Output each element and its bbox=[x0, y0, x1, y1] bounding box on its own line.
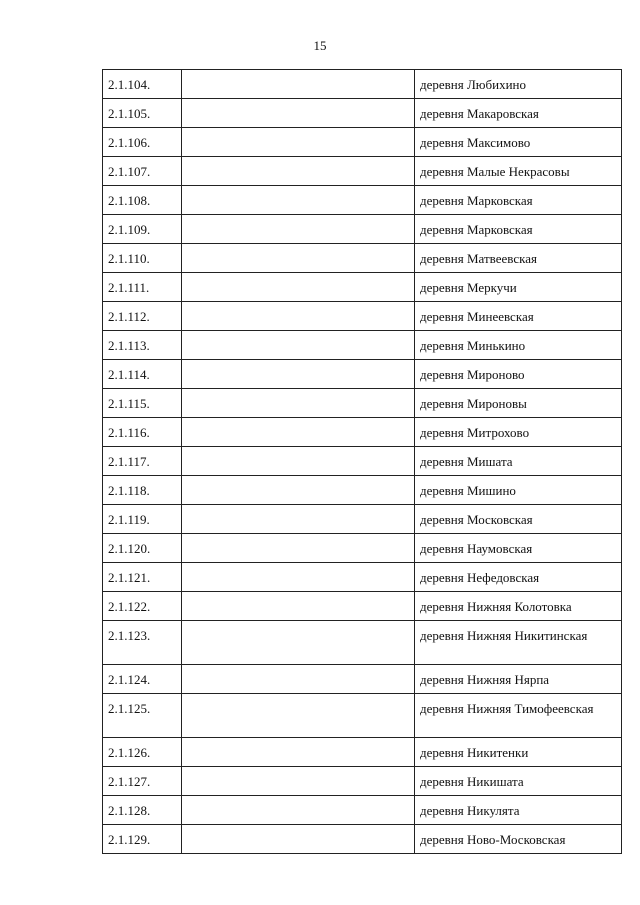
row-settlement-name-cell: деревня Марковская bbox=[415, 215, 622, 244]
row-settlement-name-cell: деревня Никулята bbox=[415, 796, 622, 825]
row-settlement-name-cell: деревня Макаровская bbox=[415, 99, 622, 128]
row-empty-cell bbox=[182, 302, 415, 331]
table-row bbox=[103, 621, 622, 665]
row-settlement-name-cell: деревня Никишата bbox=[415, 767, 622, 796]
table-row bbox=[103, 302, 622, 331]
table-row bbox=[103, 563, 622, 592]
table-row bbox=[103, 505, 622, 534]
row-settlement-name-cell: деревня Малые Некрасовы bbox=[415, 157, 622, 186]
row-code-cell: 2.1.111. bbox=[103, 273, 182, 302]
row-empty-cell bbox=[182, 767, 415, 796]
table-row bbox=[103, 418, 622, 447]
table-row bbox=[103, 447, 622, 476]
row-empty-cell bbox=[182, 505, 415, 534]
row-empty-cell bbox=[182, 418, 415, 447]
row-code-cell: 2.1.125. bbox=[103, 694, 182, 738]
page-number: 15 bbox=[313, 38, 327, 53]
row-code-cell: 2.1.126. bbox=[103, 738, 182, 767]
table-row bbox=[103, 157, 622, 186]
table-row bbox=[103, 99, 622, 128]
row-code-cell: 2.1.108. bbox=[103, 186, 182, 215]
table-row bbox=[103, 534, 622, 563]
row-code-cell: 2.1.122. bbox=[103, 592, 182, 621]
row-settlement-name-cell: деревня Мироновы bbox=[415, 389, 622, 418]
row-settlement-name-cell: деревня Мироново bbox=[415, 360, 622, 389]
row-settlement-name-cell: деревня Мишата bbox=[415, 447, 622, 476]
row-settlement-name-cell: деревня Минеевская bbox=[415, 302, 622, 331]
row-code-cell: 2.1.128. bbox=[103, 796, 182, 825]
row-settlement-name-cell: деревня Наумовская bbox=[415, 534, 622, 563]
row-empty-cell bbox=[182, 694, 415, 738]
row-code-cell: 2.1.127. bbox=[103, 767, 182, 796]
row-empty-cell bbox=[182, 360, 415, 389]
row-settlement-name-cell: деревня Ново-Московская bbox=[415, 825, 622, 854]
table-row bbox=[103, 694, 622, 738]
row-empty-cell bbox=[182, 534, 415, 563]
row-code-cell: 2.1.115. bbox=[103, 389, 182, 418]
table-row bbox=[103, 389, 622, 418]
row-code-cell: 2.1.124. bbox=[103, 665, 182, 694]
row-code-cell: 2.1.129. bbox=[103, 825, 182, 854]
row-code-cell: 2.1.120. bbox=[103, 534, 182, 563]
table-row bbox=[103, 476, 622, 505]
row-settlement-name-cell: деревня Нижняя Никитинская bbox=[415, 621, 622, 665]
table-body bbox=[103, 70, 622, 854]
row-code-cell: 2.1.117. bbox=[103, 447, 182, 476]
row-code-cell: 2.1.104. bbox=[103, 70, 182, 99]
row-code-cell: 2.1.110. bbox=[103, 244, 182, 273]
row-settlement-name-cell: деревня Максимово bbox=[415, 128, 622, 157]
row-code-cell: 2.1.105. bbox=[103, 99, 182, 128]
row-empty-cell bbox=[182, 128, 415, 157]
row-empty-cell bbox=[182, 665, 415, 694]
row-empty-cell bbox=[182, 738, 415, 767]
settlement-table bbox=[102, 69, 622, 854]
row-code-cell: 2.1.119. bbox=[103, 505, 182, 534]
row-empty-cell bbox=[182, 592, 415, 621]
table-row bbox=[103, 215, 622, 244]
row-code-cell: 2.1.121. bbox=[103, 563, 182, 592]
table-row bbox=[103, 360, 622, 389]
row-empty-cell bbox=[182, 186, 415, 215]
row-settlement-name-cell: деревня Минькино bbox=[415, 331, 622, 360]
table-row bbox=[103, 70, 622, 99]
row-code-cell: 2.1.116. bbox=[103, 418, 182, 447]
row-settlement-name-cell: деревня Нижняя Нярпа bbox=[415, 665, 622, 694]
table-row bbox=[103, 186, 622, 215]
table-row bbox=[103, 825, 622, 854]
row-settlement-name-cell: деревня Нижняя Тимофеевская bbox=[415, 694, 622, 738]
row-code-cell: 2.1.113. bbox=[103, 331, 182, 360]
row-settlement-name-cell: деревня Никитенки bbox=[415, 738, 622, 767]
row-settlement-name-cell: деревня Мишино bbox=[415, 476, 622, 505]
table-row bbox=[103, 592, 622, 621]
row-empty-cell bbox=[182, 273, 415, 302]
table-row bbox=[103, 273, 622, 302]
row-settlement-name-cell: деревня Митрохово bbox=[415, 418, 622, 447]
row-empty-cell bbox=[182, 157, 415, 186]
row-empty-cell bbox=[182, 389, 415, 418]
row-empty-cell bbox=[182, 476, 415, 505]
row-code-cell: 2.1.106. bbox=[103, 128, 182, 157]
row-settlement-name-cell: деревня Марковская bbox=[415, 186, 622, 215]
table-row bbox=[103, 244, 622, 273]
row-settlement-name-cell: деревня Матвеевская bbox=[415, 244, 622, 273]
row-code-cell: 2.1.112. bbox=[103, 302, 182, 331]
table-row bbox=[103, 738, 622, 767]
row-settlement-name-cell: деревня Любихино bbox=[415, 70, 622, 99]
table-row bbox=[103, 796, 622, 825]
row-empty-cell bbox=[182, 796, 415, 825]
table-row bbox=[103, 331, 622, 360]
row-settlement-name-cell: деревня Московская bbox=[415, 505, 622, 534]
row-code-cell: 2.1.118. bbox=[103, 476, 182, 505]
row-code-cell: 2.1.107. bbox=[103, 157, 182, 186]
row-empty-cell bbox=[182, 563, 415, 592]
row-empty-cell bbox=[182, 331, 415, 360]
table-row bbox=[103, 767, 622, 796]
row-empty-cell bbox=[182, 70, 415, 99]
row-settlement-name-cell: деревня Нефедовская bbox=[415, 563, 622, 592]
row-settlement-name-cell: деревня Меркучи bbox=[415, 273, 622, 302]
row-empty-cell bbox=[182, 244, 415, 273]
row-code-cell: 2.1.123. bbox=[103, 621, 182, 665]
row-code-cell: 2.1.109. bbox=[103, 215, 182, 244]
row-empty-cell bbox=[182, 215, 415, 244]
row-empty-cell bbox=[182, 825, 415, 854]
row-code-cell: 2.1.114. bbox=[103, 360, 182, 389]
row-empty-cell bbox=[182, 99, 415, 128]
row-empty-cell bbox=[182, 447, 415, 476]
row-empty-cell bbox=[182, 621, 415, 665]
table-row bbox=[103, 128, 622, 157]
row-settlement-name-cell: деревня Нижняя Колотовка bbox=[415, 592, 622, 621]
table-row bbox=[103, 665, 622, 694]
